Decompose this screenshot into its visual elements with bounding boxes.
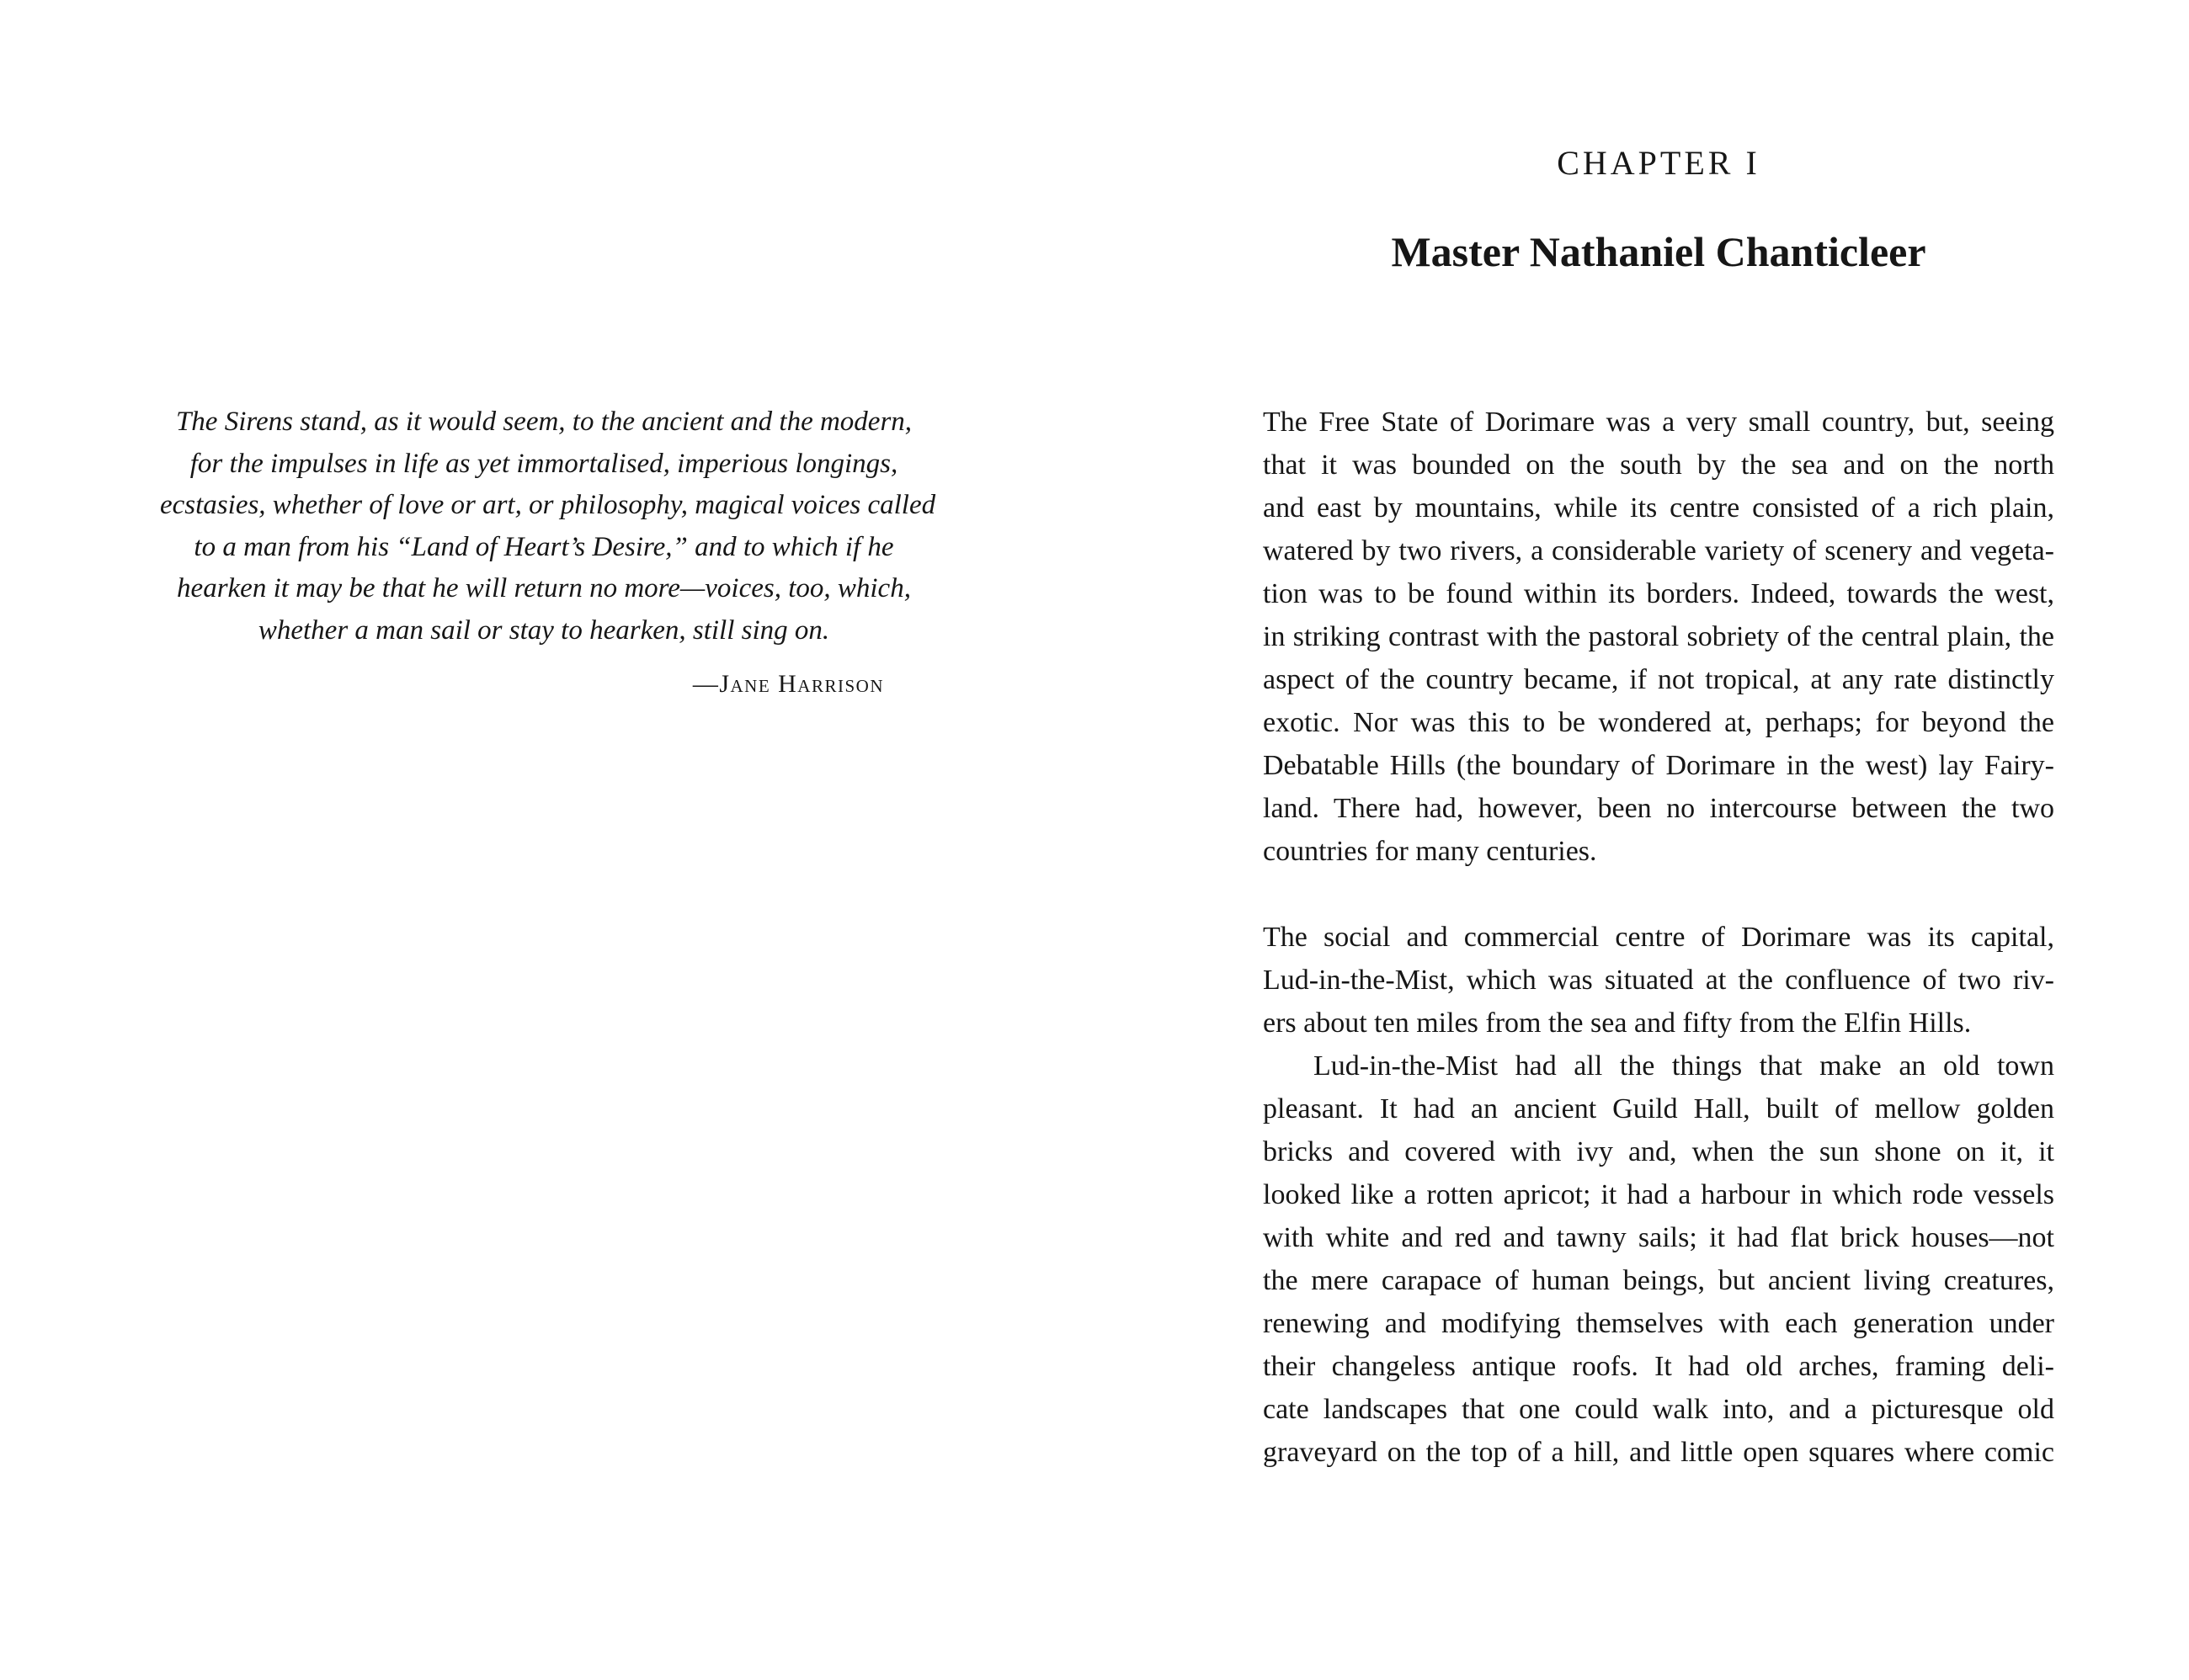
body-line: pleasant. It had an ancient Guild Hall, built of mellow golden <box>1263 1093 2054 1124</box>
body-line: and east by mountains, while its centre consisted of a rich plain, <box>1263 492 2054 524</box>
body-line: ers about ten miles from the sea and fifty from the Elfin Hills. <box>1263 1007 1972 1039</box>
body-line: The Free State of Dorimare was a very small country, but, seeing <box>1263 407 2054 438</box>
epigraph-line: to a man from his “Land of Heart’s Desire,” and to which if he <box>194 531 894 562</box>
body-line: watered by two rivers, a considerable variety of scenery and vegeta- <box>1263 535 2054 566</box>
right-page <box>1094 0 2189 1680</box>
paragraph <box>1263 401 2054 873</box>
body-line: tion was to be found within its borders. Indeed, towards the west, <box>1263 578 2054 609</box>
epigraph-line: whether a man sail or stay to hearken, still sing on. <box>258 614 830 646</box>
epigraph-line: ecstasies, whether of love or art, or philosophy, magical voices called <box>160 490 936 520</box>
epigraph-lines <box>160 401 936 651</box>
body-line: aspect of the country became, if not tropical, at any rate distinctly <box>1263 664 2054 695</box>
paragraph <box>1263 1045 2054 1474</box>
body-line: cate landscapes that one could walk into, and a picturesque old <box>1263 1394 2054 1425</box>
body-line: bricks and covered with ivy and, when the sun shone on it, it <box>1263 1136 2054 1167</box>
body-line: land. There had, however, been no intercourse between the two <box>1263 793 2054 824</box>
chapter-title: Master Nathaniel Chanticleer <box>1391 228 1926 275</box>
body-line: in striking contrast with the pastoral sobriety of the central plain, the <box>1263 621 2054 652</box>
body-line: renewing and modifying themselves with each generation under <box>1263 1308 2054 1339</box>
body-line: that it was bounded on the south by the sea and on the north <box>1263 449 2054 481</box>
left-page <box>0 0 1094 1680</box>
body-line: with white and red and tawny sails; it had flat brick houses—not <box>1263 1222 2054 1253</box>
body-line: graveyard on the top of a hill, and little open squares where comic <box>1263 1437 2054 1468</box>
body-line: The social and commercial centre of Dorimare was its capital, <box>1263 922 2054 953</box>
body-line: Lud-in-the-Mist had all the things that make an old town <box>1313 1050 2054 1082</box>
body-line: countries for many centuries. <box>1263 836 1597 867</box>
epigraph <box>160 401 936 705</box>
epigraph-line: The Sirens stand, as it would seem, to the ancient and the modern, <box>175 407 913 437</box>
epigraph-line: for the impulses in life as yet immortalised, imperious longings, <box>189 448 898 479</box>
body-line: exotic. Nor was this to be wondered at, perhaps; for beyond the <box>1263 707 2054 738</box>
body-text <box>1263 401 2054 1474</box>
epigraph-attribution: —Jane Harrison <box>692 670 884 698</box>
body-line: Lud-in-the-Mist, which was situated at the confluence of two riv- <box>1263 965 2054 996</box>
chapter-label: CHAPTER I <box>1557 144 1760 182</box>
body-line: Debatable Hills (the boundary of Dorimare in the west) lay Fairy- <box>1263 750 2054 781</box>
body-line: looked like a rotten apricot; it had a harbour in which rode vessels <box>1263 1179 2054 1210</box>
body-line: their changeless antique roofs. It had old arches, framing deli- <box>1263 1351 2054 1382</box>
paragraph <box>1263 916 2054 1045</box>
epigraph-line: hearken it may be that he will return no more—voices, too, which, <box>177 573 911 603</box>
body-line: the mere carapace of human beings, but ancient living creatures, <box>1263 1265 2054 1296</box>
